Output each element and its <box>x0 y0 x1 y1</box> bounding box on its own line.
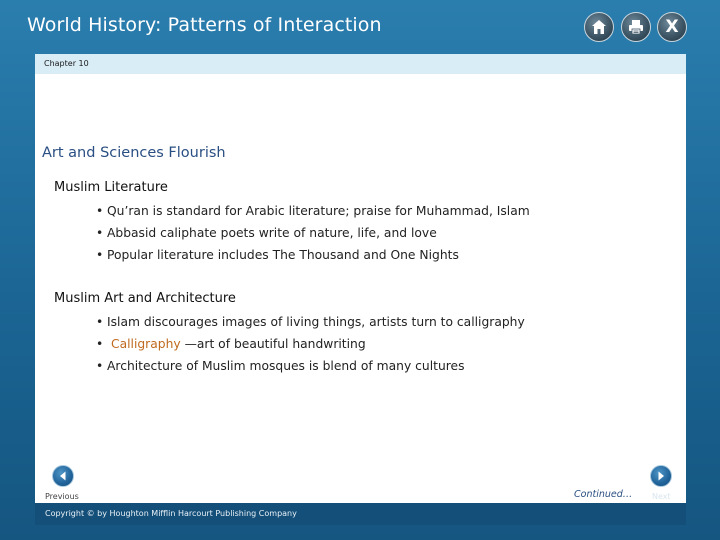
list-item <box>96 355 525 377</box>
bullet-list <box>96 200 530 266</box>
bullet-dot: • <box>96 226 104 240</box>
bullet-dot: • <box>96 337 104 351</box>
close-icon: X <box>665 16 679 37</box>
close-button[interactable] <box>657 12 687 42</box>
app-title: World History: Patterns of Interaction <box>27 14 382 36</box>
bullet-dot: • <box>96 248 104 262</box>
next-button[interactable] <box>650 465 672 487</box>
arrow-right-icon <box>655 467 667 486</box>
previous-label[interactable]: Previous <box>45 492 79 501</box>
copyright-text: Copyright © by Houghton Mifflin Harcourt Publishing Company <box>45 509 297 518</box>
bullet-dot: • <box>96 204 104 218</box>
bullet-text: —art of beautiful handwriting <box>180 337 366 351</box>
home-icon <box>590 18 608 36</box>
previous-button[interactable] <box>52 465 74 487</box>
arrow-left-icon <box>57 467 69 486</box>
print-button[interactable] <box>621 12 651 42</box>
section-heading: Muslim Literature <box>54 180 168 195</box>
bullet-text: Architecture of Muslim mosques is blend of many cultures <box>107 359 465 373</box>
footer-bar <box>35 503 686 525</box>
bullet-list <box>96 311 525 377</box>
chapter-label: Chapter 10 <box>44 59 89 68</box>
continued-label: Continued… <box>574 489 633 500</box>
bullet-text: Abbasid caliphate poets write of nature, life, and love <box>107 226 437 240</box>
list-item <box>96 333 525 355</box>
section-heading: Muslim Art and Architecture <box>54 291 236 306</box>
vocabulary-term[interactable]: Calligraphy <box>111 337 181 351</box>
chapter-bar <box>35 54 686 74</box>
section-title: Art and Sciences Flourish <box>42 145 226 161</box>
next-label[interactable]: Next <box>652 492 671 501</box>
print-icon <box>627 18 645 36</box>
slide-content <box>35 54 686 503</box>
home-button[interactable] <box>584 12 614 42</box>
bullet-dot: • <box>96 315 104 329</box>
list-item <box>96 244 530 266</box>
bullet-text: Popular literature includes The Thousand and One Nights <box>107 248 459 262</box>
list-item <box>96 200 530 222</box>
bullet-dot: • <box>96 359 104 373</box>
list-item <box>96 222 530 244</box>
list-item <box>96 311 525 333</box>
bullet-text: Islam discourages images of living things, artists turn to calligraphy <box>107 315 525 329</box>
bullet-text: Qu’ran is standard for Arabic literature; praise for Muhammad, Islam <box>107 204 530 218</box>
